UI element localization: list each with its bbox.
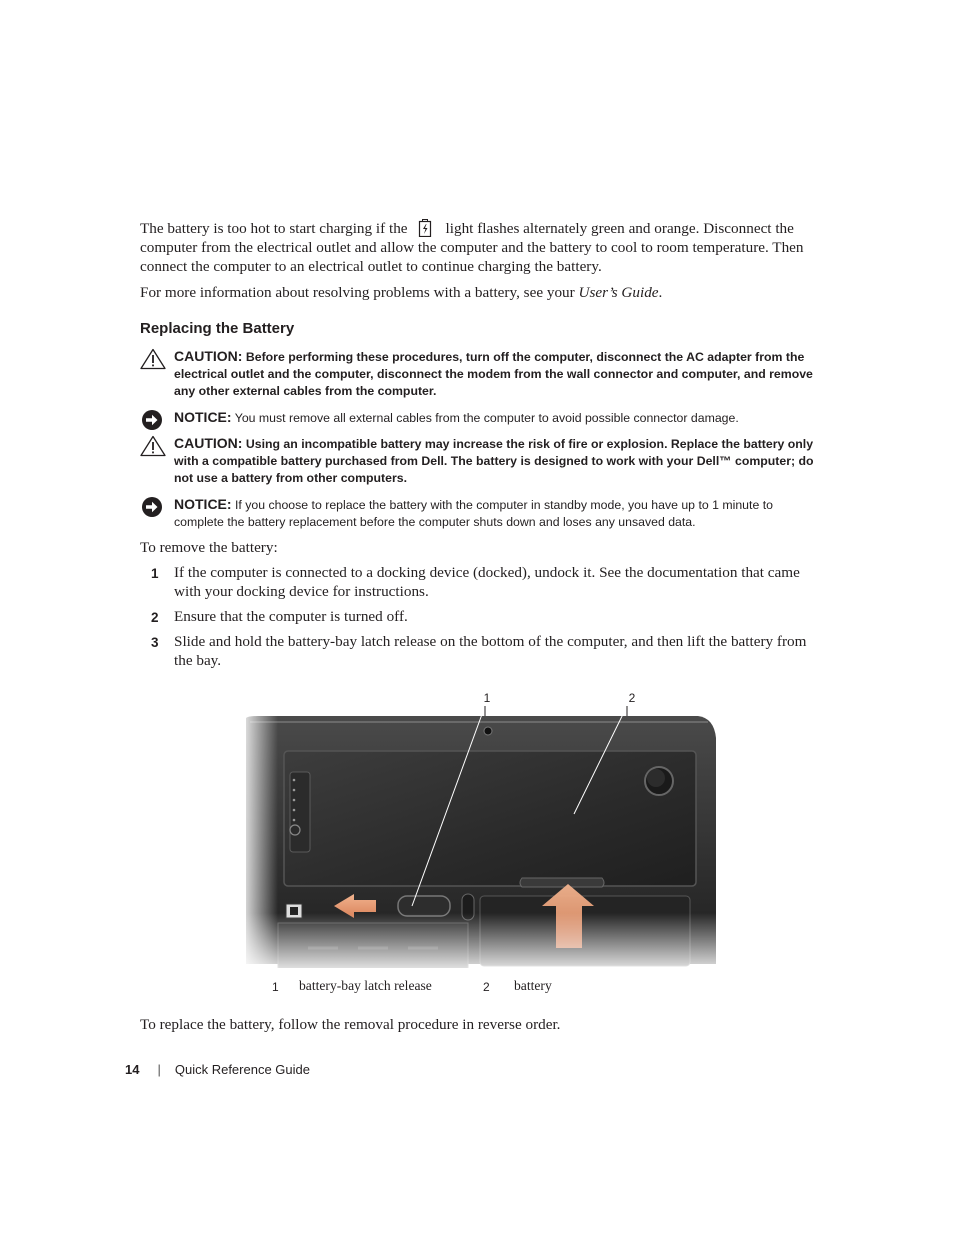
removal-intro: To remove the battery: (140, 539, 278, 556)
step-number: 2 (151, 610, 159, 625)
caution-text: Using an incompatible battery may increase the risk of fire or explosion. Replace the battery only with a compatible battery purchased from Dell. The battery is designed to work with your Dell™ computer; do not use a battery from other computers. (174, 437, 814, 485)
step-text: Ensure that the computer is turned off. (174, 608, 408, 625)
para1-end: light flashes alternately green and orange. Disconnect the computer from the electrical outlet and allow the computer and the battery to cool to room temperature. Then connect the computer to an electrical outlet to continue charging the battery. (140, 220, 804, 275)
notice-label: NOTICE: (174, 409, 232, 425)
notice-icon (140, 409, 166, 433)
notice-text: If you choose to replace the battery with the computer in standby mode, you have up to 1 minute to complete the battery replacement before the computer shuts down and loses any unsaved data. (174, 498, 773, 529)
battery-removal-figure (238, 688, 718, 968)
step-number: 1 (151, 566, 159, 581)
replace-instructions: To replace the battery, follow the removal procedure in reverse order. (140, 1016, 561, 1033)
page-number: 14 (125, 1062, 140, 1077)
page-footer (125, 1062, 310, 1077)
laptop-bottom-illustration (238, 688, 718, 968)
para2-period: . (658, 284, 663, 301)
caution-note-2 (140, 435, 820, 487)
caption-number: 1 (272, 980, 279, 994)
step-text: If the computer is connected to a docking device (docked), undock it. See the documentation that came with your docking device for instructions. (174, 564, 800, 600)
caution-icon (140, 435, 166, 459)
step-number: 3 (151, 635, 159, 650)
step-1 (140, 563, 810, 601)
notice-icon (140, 496, 166, 520)
callout-1-label: 1 (483, 691, 491, 705)
section-heading: Replacing the Battery (140, 320, 295, 337)
more-info-paragraph (140, 283, 820, 302)
caution-icon (140, 348, 166, 372)
notice-note-1 (140, 409, 820, 427)
guide-title: Quick Reference Guide (174, 1062, 310, 1077)
callout-2-label: 2 (628, 691, 636, 705)
battery-charge-icon (418, 219, 432, 237)
caption-text: battery-bay latch release (299, 978, 432, 993)
battery-pack (284, 751, 696, 886)
step-2 (140, 607, 810, 626)
notice-note-2 (140, 496, 820, 531)
para1-start: The battery is too hot to start charging if the (140, 220, 408, 237)
caption-number: 2 (483, 980, 490, 994)
caution-note-1 (140, 348, 820, 400)
step-text: Slide and hold the battery-bay latch release on the bottom of the computer, and then lift the battery from the bay. (174, 633, 807, 669)
users-guide-reference: User’s Guide (578, 284, 659, 301)
caption-text: battery (514, 978, 552, 993)
caution-text: Before performing these procedures, turn off the computer, disconnect the AC adapter from the electrical outlet and the computer, disconnect the modem from the wall connector and computer, and remove any other external cables from the computer. (174, 350, 813, 398)
battery-hot-paragraph (140, 219, 820, 276)
caution-label: CAUTION: (174, 435, 243, 451)
notice-text: You must remove all external cables from the computer to avoid possible connector damage. (234, 411, 739, 425)
para2-text: For more information about resolving problems with a battery, see your (140, 284, 579, 301)
footer-separator: | (157, 1062, 161, 1077)
caution-label: CAUTION: (174, 348, 243, 364)
step-3 (140, 632, 810, 670)
notice-label: NOTICE: (174, 496, 232, 512)
